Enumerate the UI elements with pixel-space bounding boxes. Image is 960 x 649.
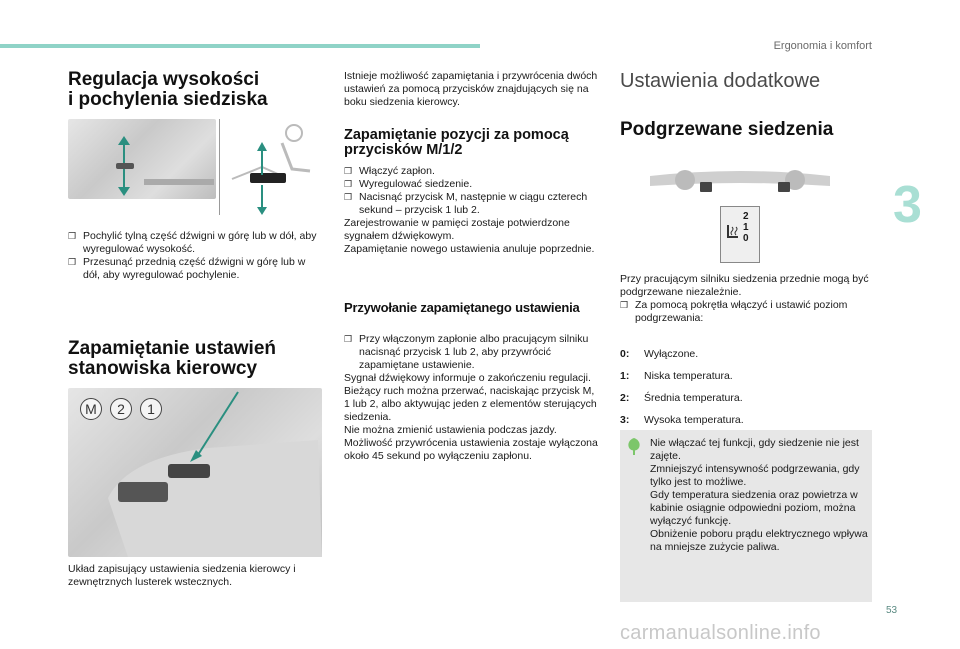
memory-buttons	[80, 398, 162, 420]
heat-levels	[620, 348, 875, 436]
level-item	[620, 348, 875, 361]
title-additional-settings: Ustawienia dodatkowe	[620, 70, 821, 92]
level-text: Średnia temperatura.	[644, 392, 743, 404]
level-text: Niska temperatura.	[644, 370, 733, 382]
title-heated-seats: Podgrzewane siedzenia	[620, 119, 834, 140]
level-number: 2:	[620, 392, 630, 404]
memory-buttons-photo	[68, 388, 322, 557]
page-number: 53	[886, 605, 898, 616]
level-text: Wyłączone.	[644, 348, 699, 360]
title-save-position: Zapamiętanie pozycji za pomocą przycisków M/1/2	[344, 127, 569, 158]
heat-dial	[720, 206, 760, 263]
height-instructions	[68, 230, 318, 282]
seat-heat-icon	[724, 223, 742, 243]
list-item: ❒ Włączyć zapłon.	[344, 165, 600, 178]
level-number: 1:	[620, 370, 630, 382]
heated-intro: Przy pracującym silniku siedzenia przednie mogą być podgrzewane niezależnie.	[620, 273, 869, 298]
dial-label-2: 2	[743, 211, 749, 222]
heated-instructions	[620, 273, 875, 325]
list-item: ❒ Pochylić tylną część dźwigni w górę lub w dół, aby wyregulować wysokość.	[68, 230, 318, 256]
dial-label-0: 0	[743, 233, 749, 244]
memory-caption: Układ zapisujący ustawienia siedzenia kierowcy i zewnętrznych lusterek wstecznych.	[68, 563, 296, 588]
divider	[219, 119, 220, 215]
save-confirmation-text: Zarejestrowanie w pamięci zostaje potwierdzone sygnałem dźwiękowym. Zapamiętanie nowego ustawienia anuluje poprzednie.	[344, 217, 595, 255]
level-item	[620, 414, 875, 427]
leaf-eco-icon	[626, 437, 642, 455]
level-text: Wysoka temperatura.	[644, 414, 744, 426]
eco-note-text: Nie włączać tej funkcji, gdy siedzenie nie jest zajęte. Zmniejszyć intensywność podgrzewania, gdy tylko jest to możliwe. Gdy temperatura siedzenia oraz powietrza w kabinie osiągnie odpowiedni poziom, można wyłączyć funkcję. Obniżenie poboru prądu elektrycznego wpływa na mniejsze zużycie paliwa.	[650, 437, 868, 553]
title-memory: Zapamiętanie ustawień stanowiska kierowcy	[68, 338, 277, 379]
seat-diagram	[222, 119, 322, 215]
title-seat-height: Regulacja wysokości i pochylenia siedziska	[68, 69, 268, 110]
memory-button-2: 2	[110, 398, 132, 420]
list-item: ❒ Przy włączonym zapłonie albo pracującym silniku nacisnąć przycisk 1 lub 2, aby przywrócić zapamiętane ustawienie.	[344, 333, 600, 372]
list-item: ❒ Za pomocą pokrętła włączyć i ustawić poziom podgrzewania:	[620, 299, 875, 325]
title-recall: Przywołanie zapamiętanego ustawienia	[344, 300, 580, 315]
list-item: ❒ Nacisnąć przycisk M, następnie w ciągu czterech sekund – przycisk 1 lub 2.	[344, 191, 600, 217]
level-item	[620, 392, 875, 405]
header-accent-bar	[0, 44, 480, 48]
level-number: 0:	[620, 348, 630, 360]
memory-intro: Istnieje możliwość zapamiętania i przywrócenia dwóch ustawień za pomocą przycisków znajdujących się na boku siedzenia kierowcy.	[344, 70, 598, 108]
memory-button-m: M	[80, 398, 102, 420]
list-item: ❒ Przesunąć przednią część dźwigni w górę lub w dół, aby wyregulować pochylenie.	[68, 256, 318, 282]
recall-text: Sygnał dźwiękowy informuje o zakończeniu regulacji. Bieżący ruch można przerwać, naciskając przycisk M, 1 lub 2, albo aktywując jeden z elementów sterujących siedzenia. Nie można zmienić ustawienia podczas jazdy. Możliwość przywrócenia ustawienia zostaje wyłączona około 45 sekund po wyłączeniu zapłonu.	[344, 372, 598, 462]
chapter-number: 3	[893, 176, 922, 234]
save-steps	[344, 165, 600, 256]
list-item: ❒ Wyregulować siedzenie.	[344, 178, 600, 191]
seat-lever-photo	[68, 119, 216, 199]
recall-steps	[344, 333, 600, 463]
heated-seat-illustration	[650, 166, 830, 266]
memory-button-1: 1	[140, 398, 162, 420]
level-number: 3:	[620, 414, 630, 426]
dial-label-1: 1	[743, 222, 749, 233]
dashboard-icon	[650, 166, 830, 206]
watermark: carmanualsonline.info	[620, 622, 821, 644]
seat-tilt-icon	[222, 119, 322, 215]
level-item	[620, 370, 875, 383]
seat-lever-arrow-icon	[68, 119, 216, 199]
section-name: Ergonomia i komfort	[773, 40, 872, 52]
